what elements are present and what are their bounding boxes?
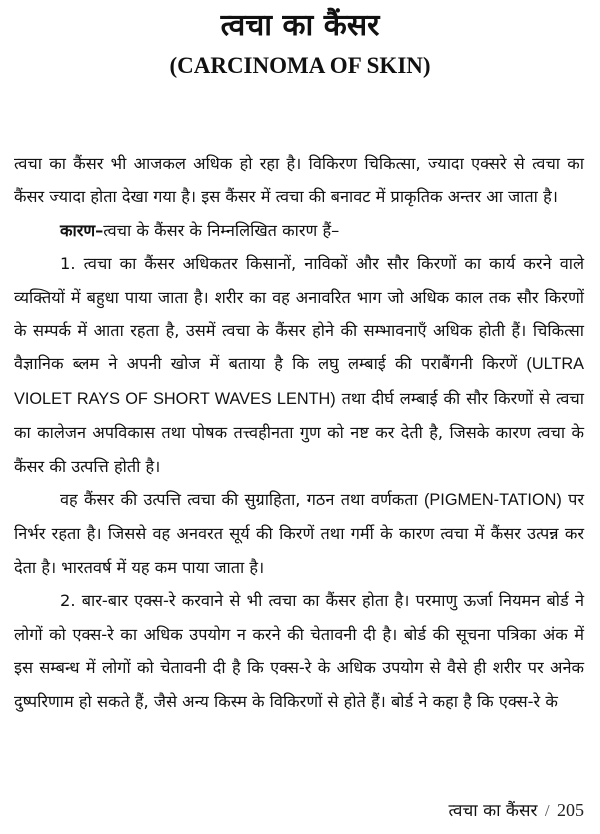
chapter-subtitle: (CARCINOMA OF SKIN) — [169, 53, 431, 78]
page-footer — [449, 798, 584, 823]
page-number: 205 — [557, 800, 584, 820]
causes-label: कारण– — [60, 220, 104, 240]
footer-separator: / — [544, 801, 550, 820]
cause-1-english-term: (ULTRA VIOLET RAYS OF SHORT WAVES LENTH) — [14, 355, 584, 408]
cause-1-text-a: 1. त्वचा का कैंसर अधिकतर किसानों, नाविकों और सौर किरणों का कार्य करने वाले व्यक्तियों में बहुधा पाया जाता है। शरीर का वह अनावरित भाग जो अधिक काल तक सौर किरणों के सम्पर्क में आता रहता है, उसमें त्वचा के कैंसर होने की सम्भावनाएँ अधिक होती हैं। चिकित्सा वैज्ञानिक ब्लम ने अपनी खोज में बताया है कि लघु लम्बाई की पराबैंगनी किरणें — [14, 254, 584, 374]
chapter-title: त्वचा का कैंसर — [220, 8, 380, 43]
pigmentation-english-term: (PIGMEN-TATION) — [424, 491, 562, 510]
running-title: त्वचा का कैंसर — [448, 801, 538, 821]
paragraph-cause-2: 2. बार-बार एक्स-रे करवाने से भी त्वचा का कैंसर होता है। परमाणु ऊर्जा नियमन बोर्ड ने लोगों को एक्स-रे का अधिक उपयोग न करने की चेतावनी दी है। बोर्ड की सूचना पत्रिका अंक में इस सम्बन्ध में लोगों को चेतावनी दी है कि एक्स-रे के अधिक उपयोग से वैसे ही शरीर पर अनेक दुष्परिणाम हो सकते हैं, जैसे अन्य किस्म के विकिरणों से होते हैं। बोर्ड ने कहा है कि एक्स-रे के — [14, 591, 584, 711]
causes-text: त्वचा के कैंसर के निम्नलिखित कारण हैं– — [103, 220, 340, 240]
paragraph-causes-heading — [14, 214, 584, 247]
pigmentation-text-b: पर निर्भर रहता है। जिससे वह अनवरत सूर्य की किरणें तथा गर्मी के कारण त्वचा में कैंसर उत्पन्न कर देता है। भारतवर्ष में यह कम पाया जाता है। — [14, 490, 584, 577]
pigmentation-text-a: वह कैंसर की उत्पत्ति त्वचा की सुग्राहिता, गठन तथा वर्णकता — [60, 490, 425, 510]
paragraph-cause-1 — [14, 247, 584, 483]
cause-1-text-b: तथा दीर्घ लम्बाई की सौर किरणों से त्वचा का कालेजन अपविकास तथा पोषक तत्त्वहीनता गुण को नष्ट कर देती है, जिसके कारण त्वचा के कैंसर की उत्पत्ति होती है। — [14, 388, 584, 476]
paragraph-pigmentation — [14, 483, 584, 584]
chapter-body — [14, 147, 584, 718]
paragraph-intro: त्वचा का कैंसर भी आजकल अधिक हो रहा है। विकिरण चिकित्सा, ज्यादा एक्सरे से त्वचा का कैंसर ज्यादा होता देखा गया है। इस कैंसर में त्वचा की बनावट में प्राकृतिक अन्तर आ जाता है। — [14, 154, 584, 207]
